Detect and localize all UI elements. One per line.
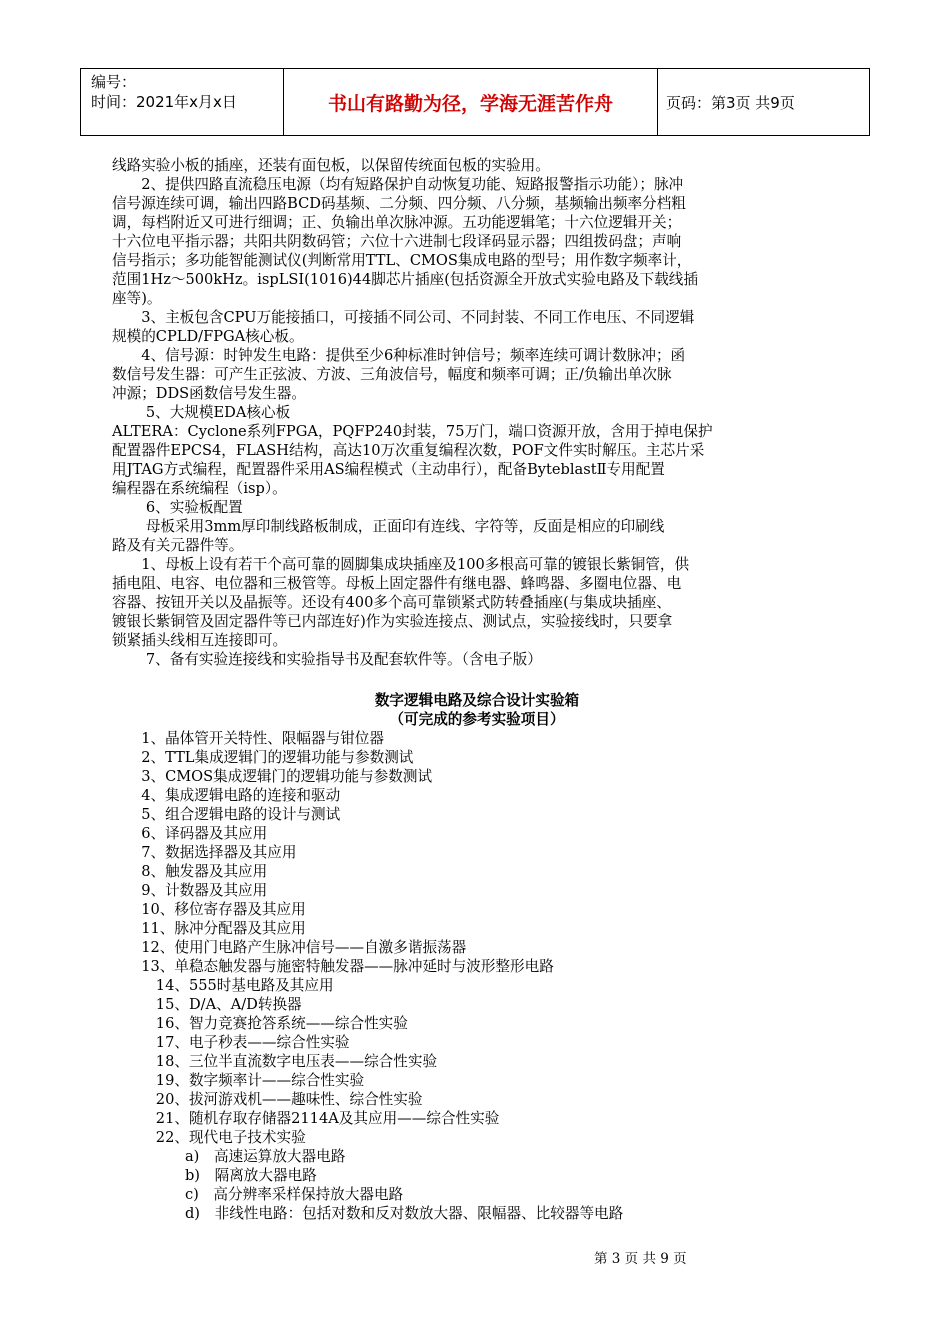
list-item: 10、移位寄存器及其应用 [112,901,306,918]
list-item: 21、随机存取存储器2114A及其应用——综合性实验 [112,1110,500,1127]
text-line: 信号指示；多功能智能测试仪(判断常用TTL、CMOS集成电路的型号；用作数字频率计， [112,252,692,269]
list-item: c) 高分辨率采样保持放大器电路 [112,1186,404,1203]
list-item: 12、使用门电路产生脉冲信号——自激多谐振荡器 [112,939,467,956]
page-header [80,68,870,136]
list-item: a) 高速运算放大器电路 [112,1148,346,1165]
text-line: 4、信号源：时钟发生电路：提供至少6种标准时钟信号；频率连续可调计数脉冲；函 [112,347,686,364]
list-item: 2、TTL集成逻辑门的逻辑功能与参数测试 [112,749,414,766]
text-line: 2、提供四路直流稳压电源（均有短路保护自动恢复功能、短路报警指示功能）；脉冲 [112,176,684,193]
list-item: 11、脉冲分配器及其应用 [112,920,306,937]
document-body [112,156,842,1223]
list-item: 20、拔河游戏机——趣味性、综合性实验 [112,1091,423,1108]
text-line: 容器、按钮开关以及晶振等。还设有400多个高可靠锁紧式防转叠插座(与集成块插座、 [112,594,671,611]
time-label: 时间：2021年x月x日 [91,93,237,111]
text-line: 数信号发生器：可产生正弦波、方波、三角波信号，幅度和频率可调；正/负输出单次脉 [112,366,672,383]
text-line: 1、母板上设有若干个高可靠的圆脚集成块插座及100多根高可靠的镀银长紫铜管，供 [112,556,690,573]
list-item: 17、电子秒表——综合性实验 [112,1034,350,1051]
text-line: 配置器件EPCS4，FLASH结构，高达10万次重复编程次数，POF文件实时解压。主芯片采 [112,442,705,459]
list-item: 1、晶体管开关特性、限幅器与钳位器 [112,730,384,747]
section-subtitle: （可完成的参考实验项目） [389,711,565,728]
header-meta [81,69,284,135]
text-line: 用JTAG方式编程，配置器件采用AS编程模式（主动串行），配备ByteblastⅡ专用配置 [112,461,665,478]
text-line: 3、主板包含CPU万能接插口，可接插不同公司、不同封装、不同工作电压、不同逻辑 [112,309,695,326]
text-line: 线路实验小板的插座，还装有面包板，以保留传统面包板的实验用。 [112,157,550,174]
list-item: 8、触发器及其应用 [112,863,268,880]
text-line: 调，每档附近又可进行细调；正、负输出单次脉冲源。五功能逻辑笔；十六位逻辑开关； [112,214,682,231]
list-item: 16、智力竞赛抢答系统——综合性实验 [112,1015,408,1032]
list-item: 6、译码器及其应用 [112,825,268,842]
list-item: 18、三位半直流数字电压表——综合性实验 [112,1053,438,1070]
text-line: 锁紧插头线相互连接即可。 [112,632,288,649]
header-page-number: 页码：第3页 共9页 [666,93,795,112]
text-line: 插电阻、电容、电位器和三极管等。母板上固定器件有继电器、蜂鸣器、多圈电位器、电 [112,575,682,592]
page-footer: 第 3 页 共 9 页 [594,1251,687,1267]
text-line: 信号源连续可调，输出四路BCD码基频、二分频、四分频、八分频，基频输出频率分档粗 [112,195,686,212]
text-line: 十六位电平指示器；共阳共阴数码管；六位十六进制七段译码显示器；四组拨码盘；声响 [112,233,682,250]
header-motto: 书山有路勤为径，学海无涯苦作舟 [284,69,658,135]
text-line: 座等)。 [112,290,162,307]
list-item: 4、集成逻辑电路的连接和驱动 [112,787,341,804]
list-item: 13、单稳态触发器与施密特触发器——脉冲延时与波形整形电路 [112,958,554,975]
experiment-list [112,729,842,1223]
text-line: 7、备有实验连接线和实验指导书及配套软件等。（含电子版） [112,651,542,668]
list-item: b) 隔离放大器电路 [112,1167,317,1184]
text-line: 编程器在系统编程（isp）。 [112,480,287,497]
list-item: d) 非线性电路：包括对数和反对数放大器、限幅器、比较器等电路 [112,1205,624,1222]
list-item: 9、计数器及其应用 [112,882,268,899]
list-item: 7、数据选择器及其应用 [112,844,297,861]
text-line: 范围1Hz～500kHz。ispLSI(1016)44脚芯片插座(包括资源全开放式实验电路及下载线插 [112,271,698,288]
section-title: 数字逻辑电路及综合设计实验箱 [374,692,580,709]
text-line: 路及有关元器件等。 [112,537,244,554]
list-item: 15、D/A、A/D转换器 [112,996,302,1013]
text-line: 母板采用3mm厚印制线路板制成，正面印有连线、字符等，反面是相应的印刷线 [112,518,665,535]
text-line: 规模的CPLD/FPGA核心板。 [112,328,304,345]
text-line: 5、大规模EDA核心板 [112,404,291,421]
list-item: 19、数字频率计——综合性实验 [112,1072,365,1089]
text-line: ALTERA：Cyclone系列FPGA，PQFP240封装，75万门，端口资源开放，含用于掉电保护 [112,423,713,440]
text-line: 镀银长紫铜管及固定器件等已内部连好)作为实验连接点、测试点，实验接线时，只要拿 [112,613,673,630]
list-item: 14、555时基电路及其应用 [112,977,334,994]
list-item: 22、现代电子技术实验 [112,1129,306,1146]
text-line: 6、实验板配置 [112,499,243,516]
text-line: 冲源；DDS函数信号发生器。 [112,385,306,402]
code-label: 编号： [91,73,137,91]
paragraph-block [112,156,842,669]
list-item: 3、CMOS集成逻辑门的逻辑功能与参数测试 [112,768,433,785]
list-item: 5、组合逻辑电路的设计与测试 [112,806,341,823]
